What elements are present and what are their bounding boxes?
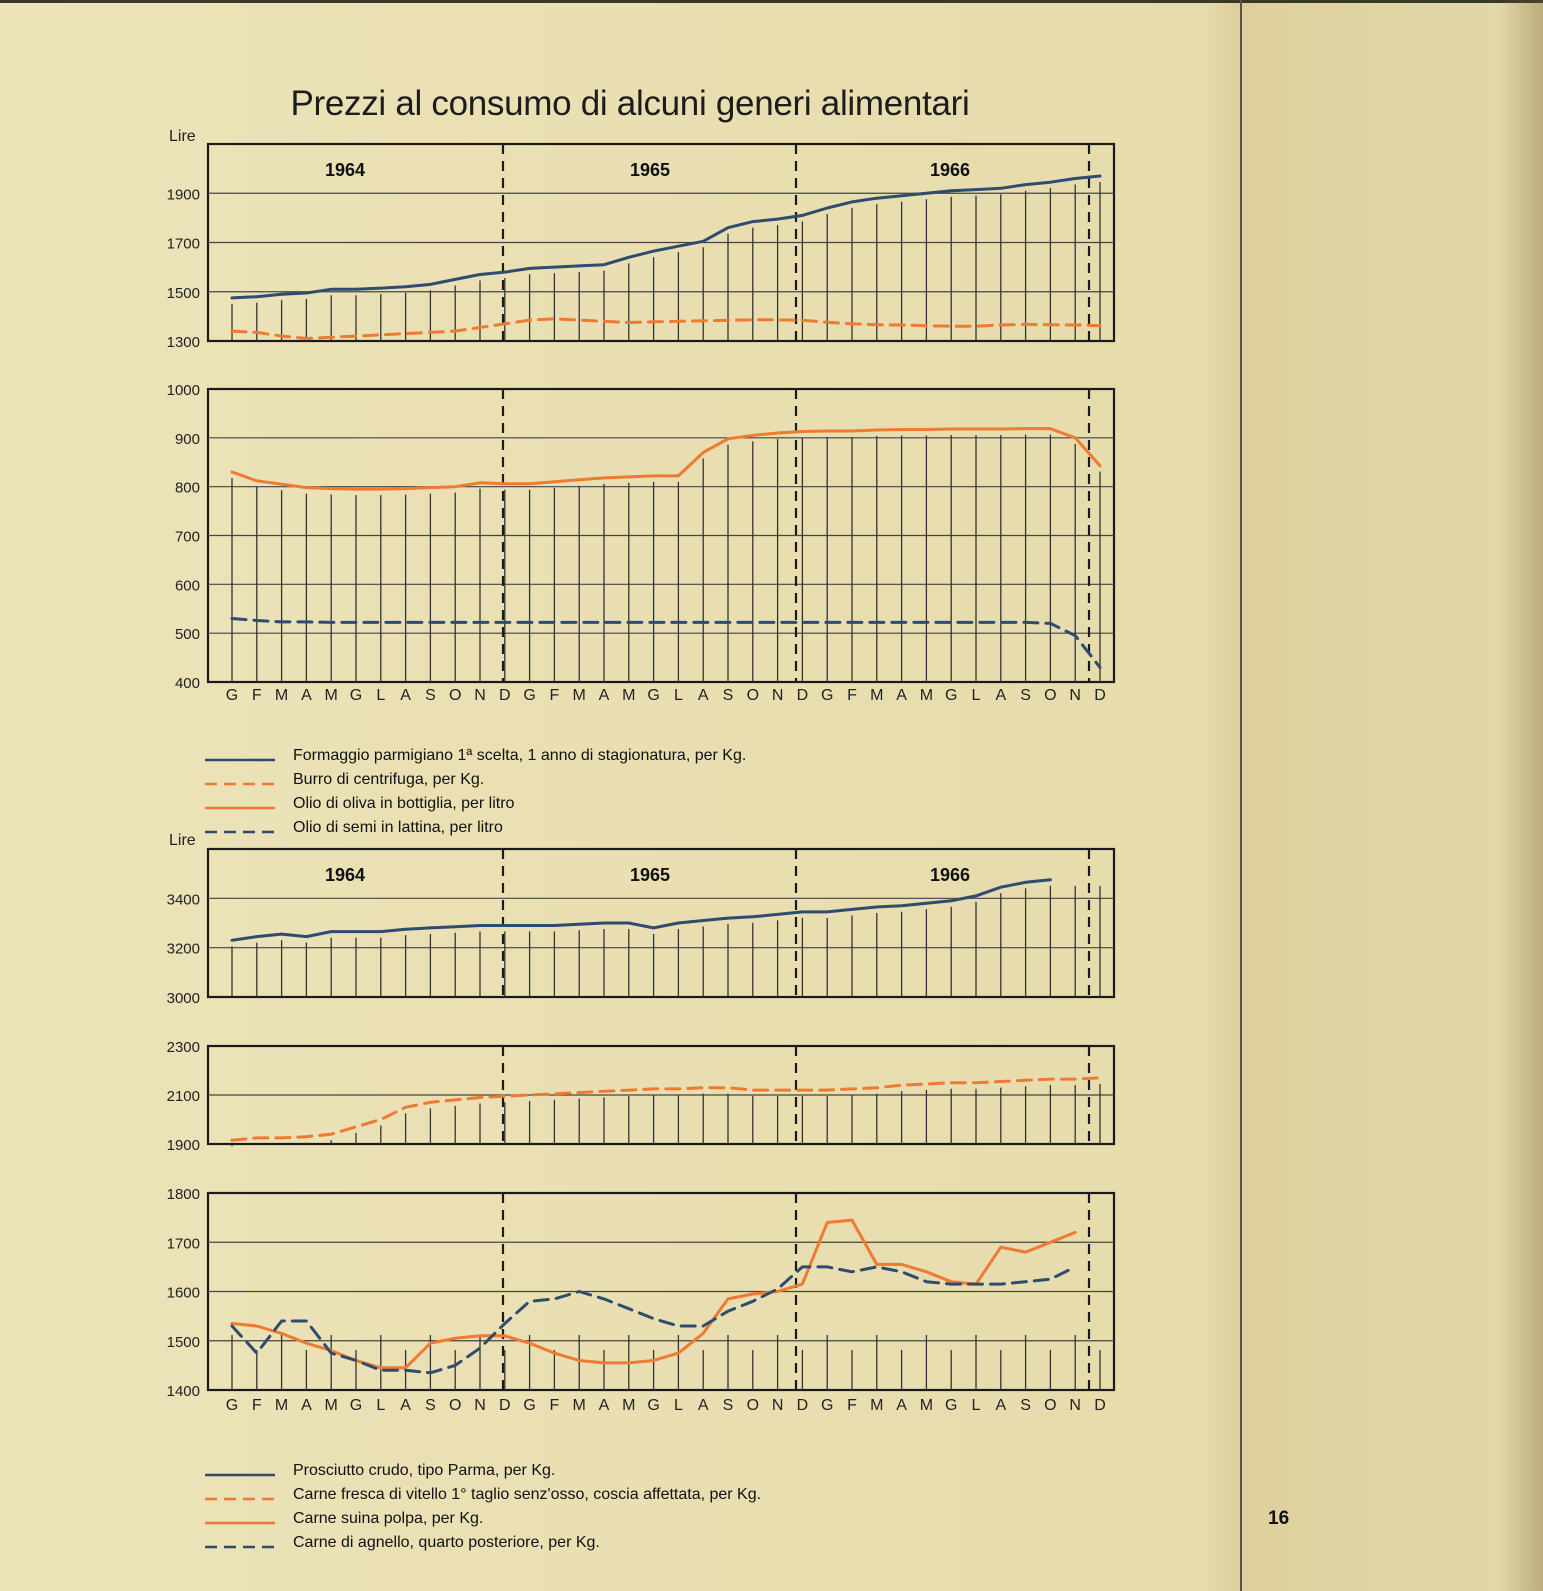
month-tick-label: M [274,687,289,704]
month-tick-label: A [995,1397,1007,1414]
month-tick-label: D [796,1397,809,1414]
legend-swatch [205,746,279,768]
month-tick-label: M [324,1397,338,1414]
month-tick-label: A [301,687,312,704]
y-tick-label: 1400 [166,1383,200,1400]
month-tick-label: L [673,687,683,704]
month-tick-label: G [523,1397,536,1414]
month-tick-label: O [448,1397,462,1414]
legend-swatch [205,1485,279,1507]
legend-label: Olio di oliva in bottiglia, per litro [293,795,515,812]
month-tick-label: D [499,1397,511,1414]
month-tick-label: A [400,1397,411,1414]
month-tick-label: S [425,687,436,704]
year-label: 1964 [324,865,366,885]
y-tick-label: 400 [174,675,200,692]
y-tick-label: 1500 [166,284,200,302]
year-label: 1965 [629,160,671,180]
month-tick-label: M [919,687,934,704]
y-tick-label: 1900 [166,186,200,204]
legend-swatch [205,770,279,792]
month-tick-label: O [1044,687,1057,704]
month-tick-label: D [1094,1397,1106,1414]
month-tick-label: G [225,687,239,704]
month-tick-label: A [896,1397,907,1414]
y-tick-label: 3400 [166,891,200,909]
y-tick-label: 1600 [166,1284,200,1302]
y-tick-label: 3000 [166,990,200,1007]
month-tick-label: N [771,687,784,704]
month-tick-label: L [376,1397,386,1414]
month-tick-label: D [499,687,511,704]
month-tick-label: S [425,1397,436,1414]
month-tick-label: G [523,687,536,704]
legend-swatch [205,818,279,840]
month-tick-label: G [944,1397,958,1414]
page-number: 16 [1268,1508,1290,1529]
month-tick-label: S [1020,687,1031,704]
y-tick-label: 600 [174,577,200,595]
month-tick-label: S [722,1397,734,1414]
month-tick-label: D [1094,687,1106,704]
month-tick-label: A [697,1397,709,1414]
month-tick-label: M [572,687,586,704]
month-tick-label: A [598,687,610,704]
year-label: 1966 [929,865,971,885]
month-tick-label: N [1069,1397,1081,1414]
y-tick-label: 1300 [166,334,200,351]
month-tick-label: L [673,1397,683,1414]
y-tick-label: 1700 [166,235,200,253]
month-tick-label: O [448,687,462,704]
month-tick-label: O [746,687,760,704]
month-tick-label: G [349,1397,363,1414]
month-tick-label: L [971,687,981,704]
series-line [232,619,1100,668]
month-tick-label: A [598,1397,610,1414]
month-tick-label: A [896,687,907,704]
month-tick-label: F [251,1397,262,1414]
chart-title: Prezzi al consumo di alcuni generi alimentari [290,84,970,123]
legend-swatch [205,1461,279,1483]
month-tick-label: M [919,1397,934,1414]
month-tick-label: F [251,687,262,704]
y-tick-label: 1800 [166,1186,200,1203]
month-tick-label: M [622,1397,636,1414]
month-tick-label: G [820,1397,834,1414]
month-tick-label: M [622,687,636,704]
y-tick-label: 1000 [166,382,200,399]
month-tick-label: F [847,687,857,704]
month-tick-label: N [474,1397,486,1414]
y-tick-label: 1900 [166,1137,200,1154]
y-unit-label-bottom: Lire [169,832,196,849]
month-tick-label: M [870,687,884,704]
series-line [232,1078,1100,1141]
y-tick-label: 800 [174,479,200,497]
y-tick-label: 2300 [166,1039,200,1056]
legend-swatch [205,794,279,816]
month-tick-label: G [820,687,834,704]
month-tick-label: L [376,687,386,704]
month-tick-label: F [549,687,560,704]
month-tick-label: M [324,687,338,704]
month-tick-label: G [349,687,363,704]
month-tick-label: G [225,1397,239,1414]
y-tick-label: 1700 [166,1235,200,1253]
y-tick-label: 900 [174,430,200,448]
y-tick-label: 2100 [166,1088,200,1105]
legend-label: Prosciutto crudo, tipo Parma, per Kg. [293,1462,556,1479]
month-tick-label: N [771,1397,784,1414]
month-tick-label: A [995,687,1007,704]
month-tick-label: M [274,1397,289,1414]
month-tick-label: O [1044,1397,1057,1414]
legend-label: Carne di agnello, quarto posteriore, per Kg. [293,1534,600,1551]
month-tick-label: G [647,1397,660,1414]
month-tick-label: M [870,1397,884,1414]
y-tick-label: 700 [174,528,200,546]
y-tick-label: 500 [174,626,200,644]
y-tick-label: 1500 [166,1333,200,1351]
month-tick-label: A [697,687,709,704]
month-tick-label: F [549,1397,560,1414]
legend-label: Olio di semi in lattina, per litro [293,819,503,836]
month-tick-label: L [971,1397,981,1414]
y-unit-label-top: Lire [169,128,196,145]
series-line [232,319,1100,339]
month-tick-label: F [847,1397,857,1414]
month-tick-label: N [474,687,486,704]
month-tick-label: M [572,1397,586,1414]
series-line [232,880,1050,941]
month-tick-label: O [746,1397,760,1414]
legend-label: Carne suina polpa, per Kg. [293,1510,484,1527]
y-tick-label: 3200 [166,940,200,958]
month-tick-label: N [1069,687,1081,704]
month-tick-label: A [301,1397,312,1414]
month-tick-label: S [1020,1397,1031,1414]
month-tick-label: D [796,687,809,704]
legend-label: Burro di centrifuga, per Kg. [293,771,485,788]
series-line [232,176,1100,298]
legend-label: Formaggio parmigiano 1ª scelta, 1 anno di stagionatura, per Kg. [293,747,747,764]
month-tick-label: G [647,687,660,704]
month-tick-label: A [400,687,411,704]
year-label: 1964 [324,160,366,180]
month-tick-label: G [944,687,958,704]
year-label: 1966 [929,160,971,180]
month-tick-label: S [722,687,734,704]
year-label: 1965 [629,865,671,885]
legend-swatch [205,1533,279,1555]
legend-label: Carne fresca di vitello 1° taglio senz'osso, coscia affettata, per Kg. [293,1486,762,1503]
legend-swatch [205,1509,279,1531]
